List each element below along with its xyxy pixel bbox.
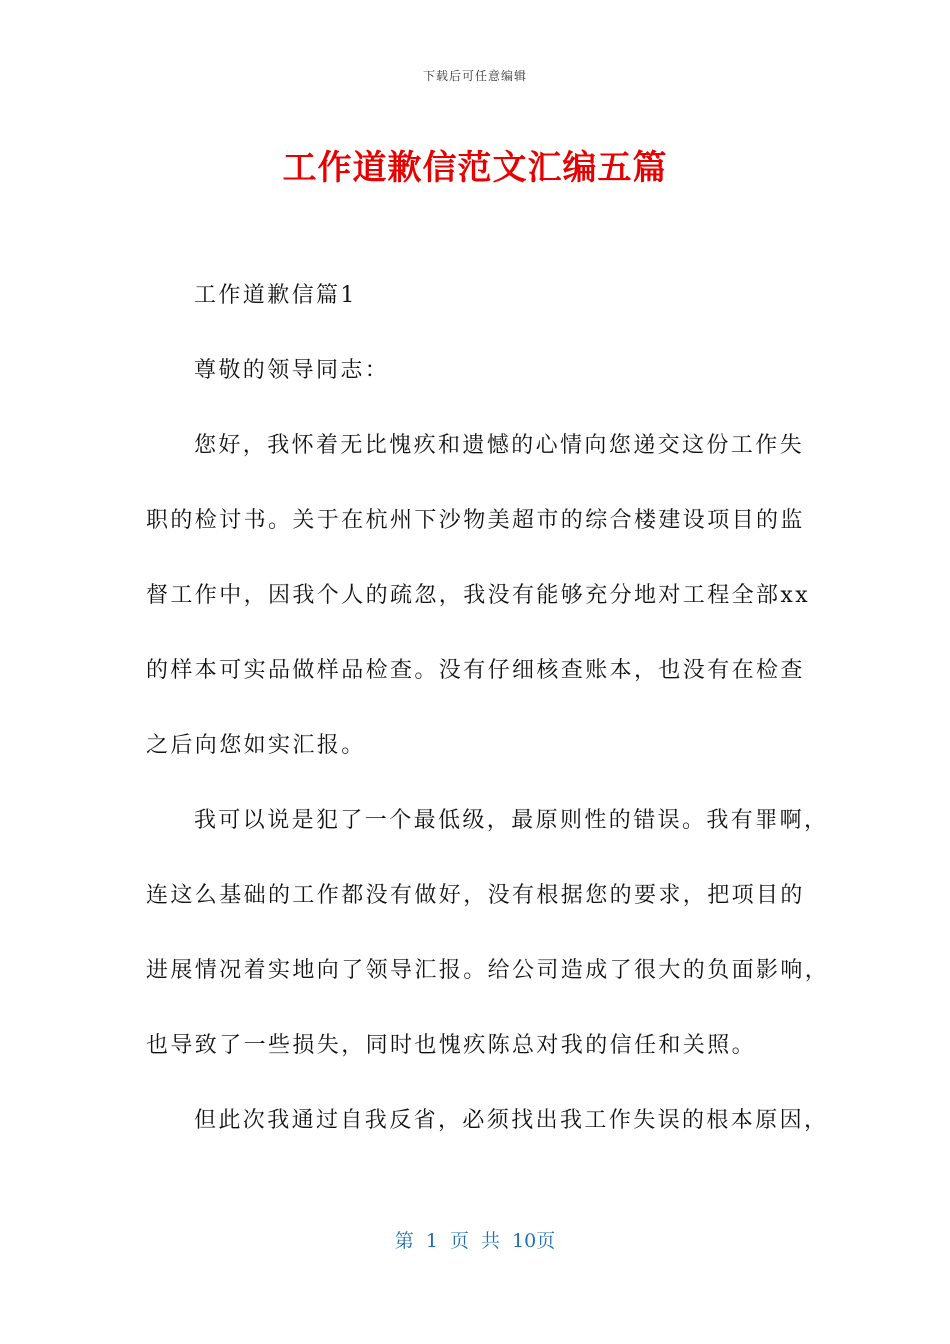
paragraph-2 <box>146 783 830 1083</box>
paragraph-3 <box>146 1083 829 1158</box>
paragraph-line: 也导致了一些损失，同时也愧疚陈总对我的信任和关照。 <box>146 1033 757 1058</box>
salutation: 尊敬的领导同志： <box>194 358 390 383</box>
paragraph-line: 的样本可实品做样品检查。没有仔细核查账本，也没有在检查 <box>146 658 805 683</box>
section-heading: 工作道歉信篇1 <box>194 283 357 308</box>
paragraph-line: 连这么基础的工作都没有做好，没有根据您的要求，把项目的 <box>146 883 805 908</box>
paragraph-line: 督工作中，因我个人的疏忽，我没有能够充分地对工程全部xx <box>146 583 811 608</box>
paragraph-line: 但此次我通过自我反省，必须找出我工作失误的根本原因， <box>194 1108 829 1133</box>
page-footer <box>0 1226 950 1253</box>
document-title: 工作道歉信范文汇编五篇 <box>282 148 668 188</box>
paragraph-line: 您好，我怀着无比愧疚和遗憾的心情向您递交这份工作失 <box>194 433 805 458</box>
paragraph-line: 进展情况着实地向了领导汇报。给公司造成了很大的负面影响， <box>146 958 830 983</box>
paragraph-line: 职的检讨书。关于在杭州下沙物美超市的综合楼建设项目的监 <box>146 508 805 533</box>
paragraph-1 <box>146 408 811 783</box>
paragraph-line: 我可以说是犯了一个最低级，最原则性的错误。我有罪啊， <box>194 808 829 833</box>
header-note: 下载后可任意编辑 <box>422 69 527 83</box>
letter-body <box>146 258 830 1158</box>
page-indicator: 第 1 页 共 10页 <box>394 1230 556 1252</box>
paragraph-line: 之后向您如实汇报。 <box>146 733 366 758</box>
